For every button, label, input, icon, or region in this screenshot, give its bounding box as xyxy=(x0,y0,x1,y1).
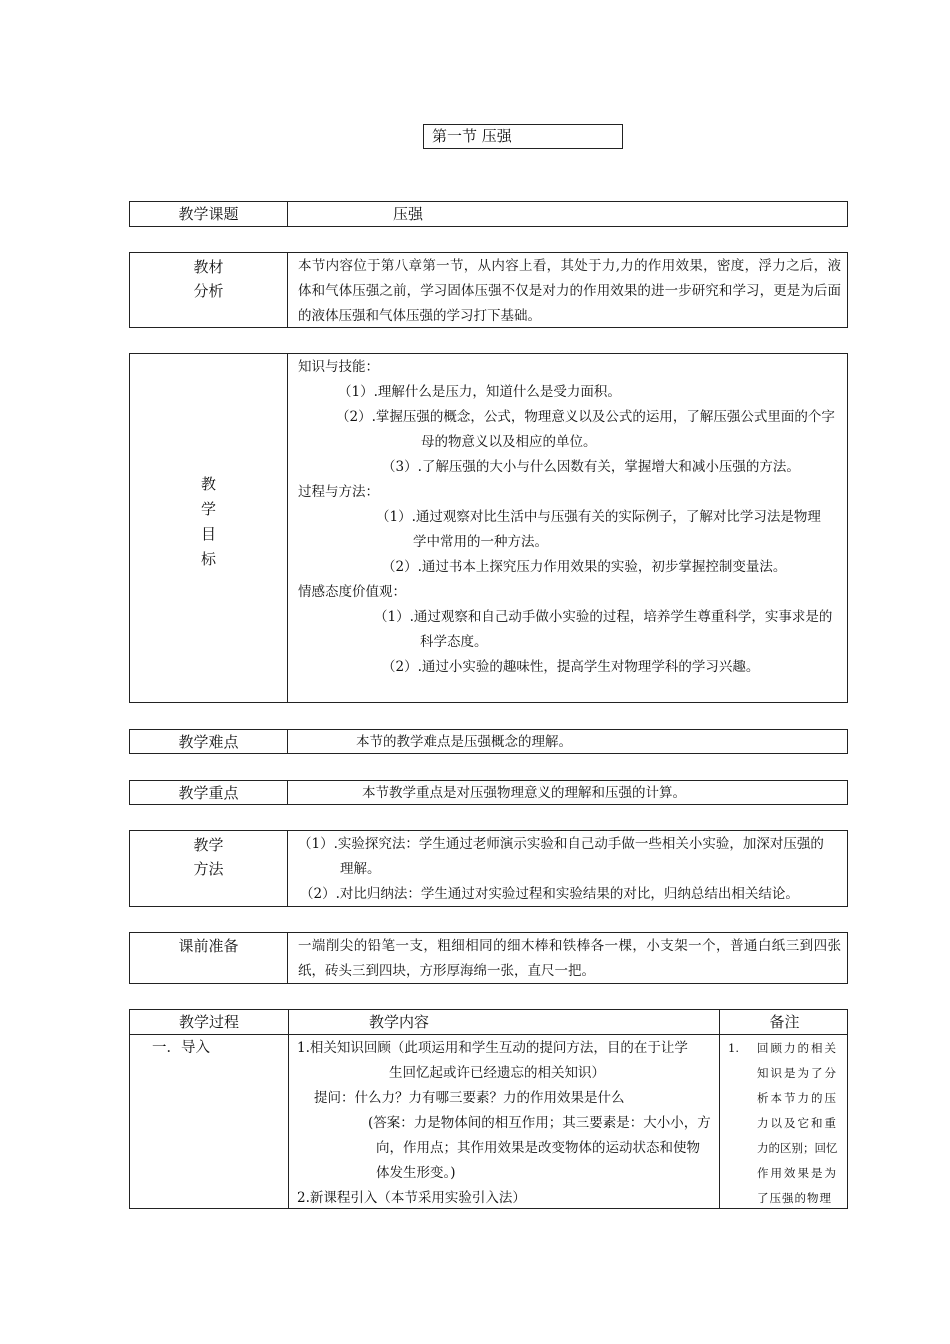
goals-line: （2）.掌握压强的概念，公式，物理意义以及公式的运用，了解压强公式里面的个字 xyxy=(336,409,835,425)
process-line: 提问：什么力？力有哪三要素？力的作用效果是什么 xyxy=(314,1090,625,1106)
process-line: 体发生形变。) xyxy=(376,1165,456,1181)
goals-row xyxy=(129,353,848,703)
methods-line: 理解。 xyxy=(340,861,381,877)
methods-label-1: 教学 xyxy=(193,836,224,854)
difficulty-label: 教学难点 xyxy=(178,733,239,751)
keypoint-row xyxy=(129,780,848,805)
analysis-text: 本节内容位于第八章第一节，从内容上看，其处于力,力的作用效果，密度，浮力之后，液体和气体压强之前，学习固体压强不仅是对力的作用效果的进一步研究和学习，更是为后面的液体压强和气体压强的学习打下基础。 xyxy=(298,258,841,324)
section-title: 第一节 压强 xyxy=(423,124,623,149)
goals-line: 过程与方法： xyxy=(298,484,379,500)
prep-row xyxy=(129,932,848,984)
topic-label: 教学课题 xyxy=(178,205,239,223)
process-table xyxy=(129,1009,848,1209)
process-note-line: 力的区别；回忆 xyxy=(757,1141,838,1155)
goals-line: （1）.通过观察和自己动手做小实验的过程，培养学生尊重科学，实事求是的 xyxy=(374,609,833,625)
goals-line: （1）.通过观察对比生活中与压强有关的实际例子，了解对比学习法是物理 xyxy=(376,509,821,525)
process-line: 生回忆起或许已经遗忘的相关知识） xyxy=(389,1065,605,1081)
methods-label-2: 方法 xyxy=(193,860,224,878)
process-line: (答案：力是物体间的相互作用；其三要素是：大小小，方 xyxy=(368,1115,711,1131)
goals-label-char: 目 xyxy=(200,525,216,543)
process-line: 2.新课程引入（本节采用实验引入法） xyxy=(297,1190,526,1206)
process-note-line: 知识是为了分 xyxy=(757,1066,838,1080)
analysis-row xyxy=(129,252,848,328)
process-note-number: 1. xyxy=(728,1041,739,1055)
process-note-line: 析本节力的压 xyxy=(757,1091,838,1105)
keypoint-value: 本节教学重点是对压强物理意义的理解和压强的计算。 xyxy=(362,785,686,801)
process-note-line: 回顾力的相关 xyxy=(757,1041,838,1055)
process-note-line: 力以及它和重 xyxy=(757,1116,838,1130)
process-step: 一．导入 xyxy=(152,1040,210,1056)
goals-line: （1）.理解什么是压力，知道什么是受力面积。 xyxy=(338,384,621,400)
process-note-line: 作用效果是为 xyxy=(757,1166,838,1180)
topic-row xyxy=(129,201,848,227)
analysis-label-2: 分析 xyxy=(193,282,224,300)
goals-line: （2）.通过书本上探究压力作用效果的实验，初步掌握控制变量法。 xyxy=(382,559,787,575)
goals-line: 知识与技能： xyxy=(298,359,379,375)
keypoint-label: 教学重点 xyxy=(178,784,239,802)
process-header-stage: 教学过程 xyxy=(178,1013,239,1031)
process-header-notes: 备注 xyxy=(769,1013,800,1031)
difficulty-row xyxy=(129,729,848,754)
difficulty-value: 本节的教学难点是压强概念的理解。 xyxy=(356,734,572,750)
process-line: 向，作用点；其作用效果是改变物体的运动状态和使物 xyxy=(376,1140,700,1156)
methods-line: （2）.对比归纳法：学生通过对实验过程和实验结果的对比，归纳总结出相关结论。 xyxy=(300,886,799,902)
process-line: 1.相关知识回顾（此项运用和学生互动的提问方法，目的在于让学 xyxy=(297,1040,688,1056)
goals-line: （2）.通过小实验的趣味性，提高学生对物理学科的学习兴趣。 xyxy=(382,659,760,675)
methods-line: （1）.实验探究法：学生通过老师演示实验和自己动手做一些相关小实验，加深对压强的 xyxy=(298,836,824,852)
goals-label-char: 教 xyxy=(200,475,216,493)
prep-label: 课前准备 xyxy=(178,937,239,955)
process-note-line: 了压强的物理 xyxy=(757,1191,832,1205)
goals-line: （3）.了解压强的大小与什么因数有关，掌握增大和减小压强的方法。 xyxy=(382,459,800,475)
goals-line: 母的物意义以及相应的单位。 xyxy=(421,434,597,450)
goals-line: 学中常用的一种方法。 xyxy=(413,534,548,550)
goals-label-char: 标 xyxy=(200,550,216,568)
prep-text: 一端削尖的铅笔一支，粗细相同的细木棒和铁棒各一棵，小支架一个，普通白纸三到四张纸，砖头三到四块，方形厚海绵一张，直尺一把。 xyxy=(298,938,841,979)
methods-row xyxy=(129,830,848,907)
goals-label-char: 学 xyxy=(200,500,216,518)
topic-value: 压强 xyxy=(393,205,424,223)
goals-line: 情感态度价值观： xyxy=(298,584,406,600)
goals-line: 科学态度。 xyxy=(420,634,488,650)
process-header-content: 教学内容 xyxy=(368,1013,429,1031)
analysis-label-1: 教材 xyxy=(193,258,224,276)
